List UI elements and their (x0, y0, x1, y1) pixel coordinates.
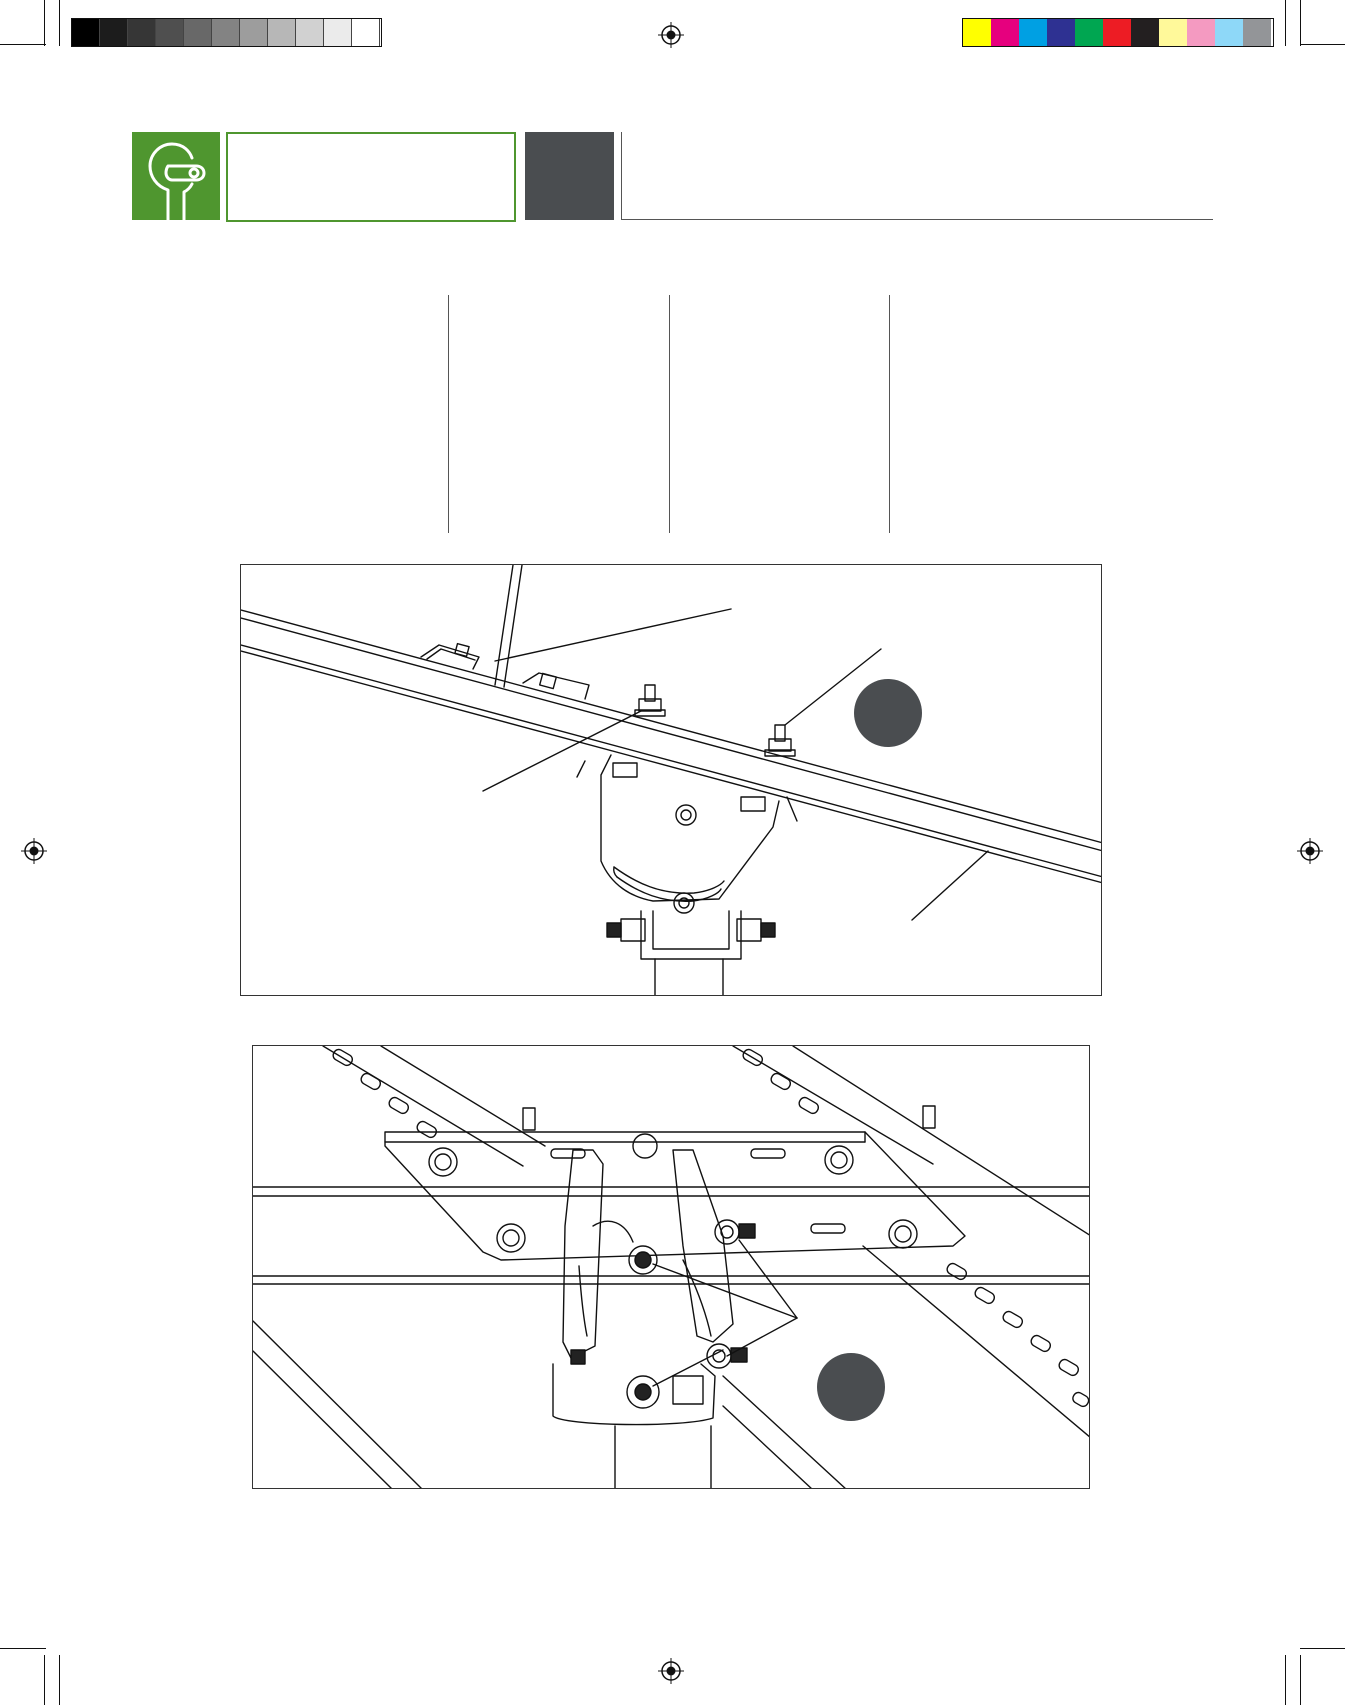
section-icon-box (132, 132, 220, 220)
color-swatch (963, 19, 991, 46)
column-divider (889, 295, 890, 533)
wrench-icon (132, 132, 220, 220)
swivel-mount-underside-illustration (253, 1046, 1090, 1489)
bracket-side-view-illustration (241, 565, 1102, 996)
crop-mark (1300, 0, 1301, 46)
color-swatch (991, 19, 1019, 46)
gray-swatch (324, 19, 352, 46)
crop-mark (1300, 1648, 1345, 1649)
registration-mark-icon (1297, 838, 1323, 864)
crop-mark (59, 1655, 60, 1705)
column-divider (669, 295, 670, 533)
color-swatch (1019, 19, 1047, 46)
section-title-box (226, 132, 516, 222)
crop-mark (0, 1648, 46, 1649)
gray-swatch (100, 19, 128, 46)
gray-swatch (156, 19, 184, 46)
gray-swatch (128, 19, 156, 46)
registration-mark-icon (658, 1658, 684, 1684)
callout-badge (817, 1353, 885, 1421)
crop-mark (0, 44, 46, 45)
registration-mark-icon (21, 838, 47, 864)
color-swatch (1103, 19, 1131, 46)
gray-swatch (184, 19, 212, 46)
gray-swatch (72, 19, 100, 46)
color-swatch (1243, 19, 1271, 46)
color-swatch (1215, 19, 1243, 46)
crop-mark (44, 1655, 45, 1705)
step-number-box (525, 132, 614, 220)
color-swatch (1159, 19, 1187, 46)
gray-swatch (296, 19, 324, 46)
color-swatch (1187, 19, 1215, 46)
crop-mark (1285, 0, 1286, 46)
header-rule (621, 132, 1213, 220)
column-divider (448, 295, 449, 533)
gray-swatch (240, 19, 268, 46)
gray-swatch (268, 19, 296, 46)
callout-badge (854, 679, 922, 747)
crop-mark (44, 0, 45, 46)
crop-mark (1285, 1655, 1286, 1705)
gray-swatch (212, 19, 240, 46)
registration-mark-icon (658, 22, 684, 48)
crop-mark (1300, 1655, 1301, 1705)
figure-underside-view (252, 1045, 1090, 1489)
crop-mark (1300, 44, 1345, 45)
channel-slots (331, 1048, 1090, 1409)
color-swatch (1131, 19, 1159, 46)
crop-mark (59, 0, 60, 46)
color-swatch (1075, 19, 1103, 46)
color-swatch (1047, 19, 1075, 46)
gray-swatch (352, 19, 380, 46)
figure-side-view (240, 564, 1102, 996)
